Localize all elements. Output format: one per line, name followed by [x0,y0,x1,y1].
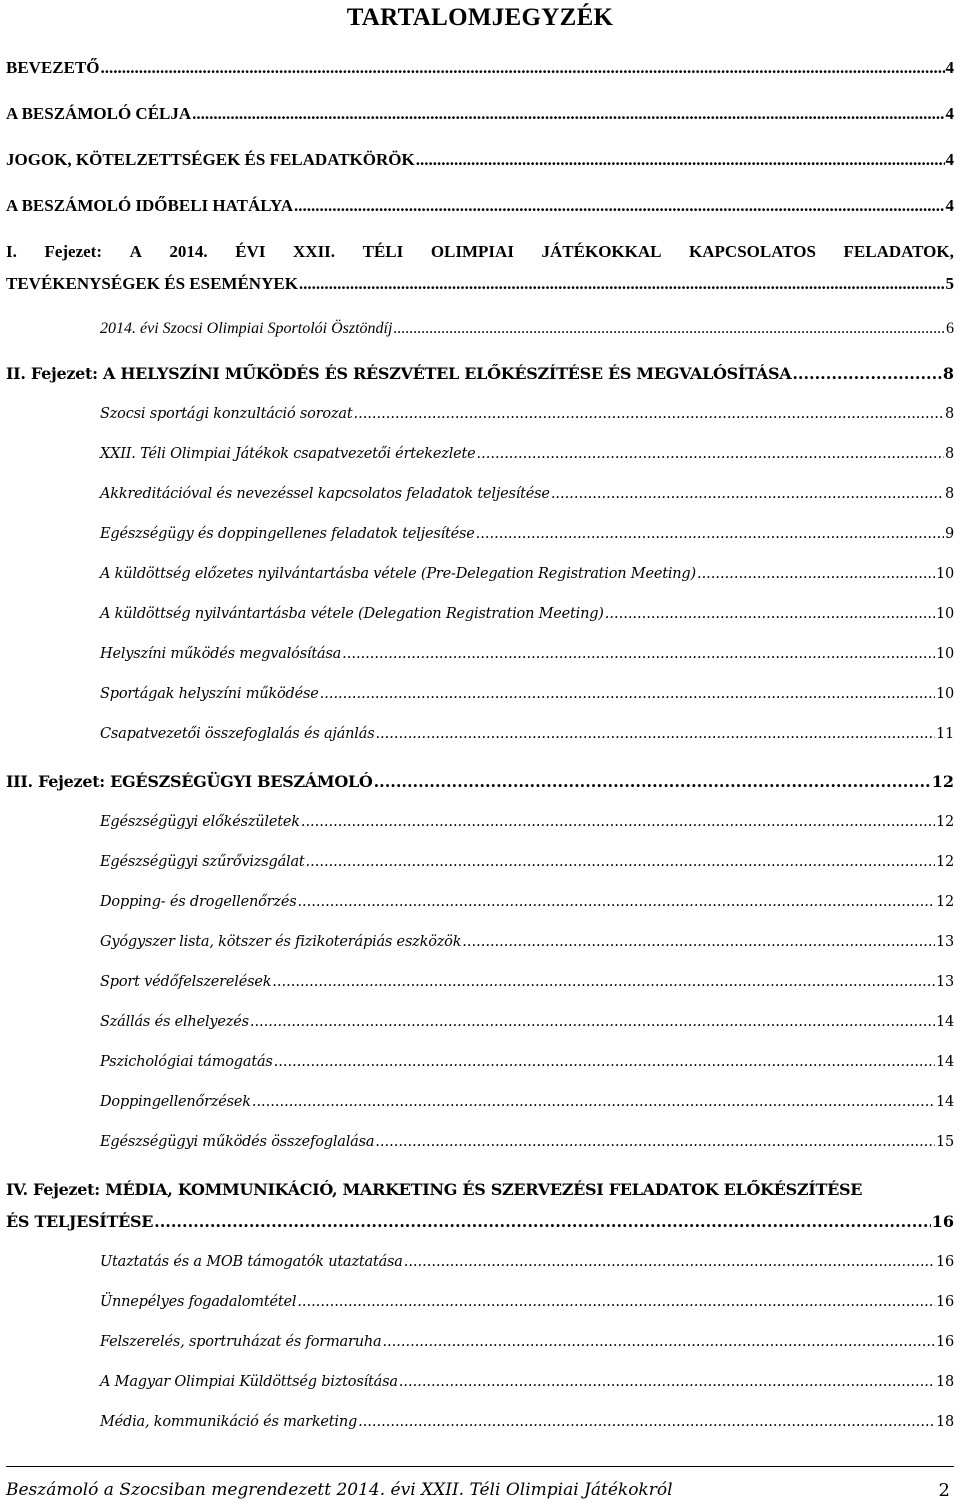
toc-entry-chapter-4-line1[interactable]: IV. Fejezet: MÉDIA, KOMMUNIKÁCIÓ, MARKETING ÉS SZERVEZÉSI FELADATOK ELŐKÉSZÍTÉSE [6,1180,863,1199]
toc-entry-title: Egészségügyi előkészületek [100,814,300,830]
toc-entry-page: 18 [935,1414,954,1430]
toc-entry[interactable] [6,196,954,216]
toc-entry[interactable] [100,566,954,582]
toc-entry-page: 8 [942,364,954,383]
dot-leader [393,320,945,338]
dot-leader [477,446,944,462]
dot-leader [301,814,935,830]
toc-entry[interactable] [6,1212,954,1231]
dot-leader [252,1094,935,1110]
toc-entry-title: A Magyar Olimpiai Küldöttség biztosítása [100,1374,398,1390]
toc-entry[interactable] [100,854,954,870]
toc-entry-title: Doppingellenőrzések [100,1094,251,1110]
toc-entry-title: Gyógyszer lista, kötszer és fizikoterápiás eszközök [100,934,462,950]
toc-entry-title: Dopping- és drogellenőrzés [100,894,297,910]
toc-entry-title: Szállás és elhelyezés [100,1014,249,1030]
toc-entry[interactable] [100,1254,954,1270]
dot-leader [404,1254,935,1270]
toc-entry[interactable] [100,1094,954,1110]
toc-entry-page: 8 [944,486,954,502]
toc-entry-page: 14 [935,1014,954,1030]
toc-entry[interactable] [100,894,954,910]
toc-entry-title: XXII. Téli Olimpiai Játékok csapatvezetői értekezlete [100,446,476,462]
toc-entry-title: JOGOK, KÖTELZETTSÉGEK ÉS FELADATKÖRÖK [6,150,415,169]
dot-leader [154,1212,931,1231]
dot-leader [320,686,935,702]
dot-leader [306,854,935,870]
toc-entry[interactable] [6,364,954,383]
dot-leader [250,1014,935,1030]
toc-entry-title: A BESZÁMOLÓ CÉLJA [6,104,192,123]
toc-entry-title: Ünnepélyes fogadalomtétel [100,1294,297,1310]
dot-leader [476,526,944,542]
page-title: TARTALOMJEGYZÉK [346,4,614,31]
toc-entry-page: 10 [935,566,954,582]
page-number: 2 [938,1480,950,1501]
toc-entry-title: III. Fejezet: EGÉSZSÉGÜGYI BESZÁMOLÓ [6,772,373,791]
dot-leader [274,1054,935,1070]
dot-leader [399,1374,935,1390]
dot-leader [374,772,931,791]
toc-entry-page: 13 [935,934,954,950]
toc-entry-title: Pszichológiai támogatás [100,1054,273,1070]
toc-entry[interactable] [100,1294,954,1310]
toc-entry-title: A BESZÁMOLÓ IDŐBELI HATÁLYA [6,196,294,215]
toc-entry[interactable] [100,406,954,422]
dot-leader [382,1334,935,1350]
dot-leader [297,1294,935,1310]
footer-divider [6,1466,954,1467]
toc-entry-page: 14 [935,1054,954,1070]
dot-leader [272,974,935,990]
toc-entry-page: 16 [935,1254,954,1270]
toc-entry-page: 12 [935,854,954,870]
toc-entry-page: 9 [944,526,954,542]
page-footer [6,1480,950,1501]
dot-leader [416,150,945,170]
toc-entry-page: 4 [945,150,954,169]
dot-leader [342,646,935,662]
toc-entry-title: Helyszíni működés megvalósítása [100,646,342,662]
toc-entry-title: Csapatvezetői összefoglalás és ajánlás [100,726,375,742]
toc-entry[interactable] [100,1414,954,1430]
toc-entry-title: TEVÉKENYSÉGEK ÉS ESEMÉNYEK [6,274,298,293]
toc-entry[interactable] [100,1334,954,1350]
dot-leader [375,1134,935,1150]
toc-entry-title: Sport védőfelszerelések [100,974,272,990]
toc-entry[interactable] [100,320,954,338]
toc-entry-page: 4 [945,196,954,215]
dot-leader [297,894,934,910]
toc-entry[interactable] [100,814,954,830]
dot-leader [551,486,944,502]
toc-entry[interactable] [100,646,954,662]
toc-entry-page: 11 [935,726,954,742]
toc-entry[interactable] [100,446,954,462]
toc-entry-page: 12 [931,772,954,791]
toc-entry-page: 16 [935,1334,954,1350]
toc-entry[interactable] [100,1014,954,1030]
toc-entry-title: Sportágak helyszíni működése [100,686,319,702]
toc-entry[interactable] [6,274,954,294]
footer-text: Beszámoló a Szocsiban megrendezett 2014. évi XXII. Téli Olimpiai Játékokról [6,1480,673,1500]
dot-leader [697,566,935,582]
toc-entry-title: Akkreditációval és nevezéssel kapcsolatos feladatok teljesítése [100,486,550,502]
toc-entry[interactable] [100,934,954,950]
toc-entry-page: 4 [945,104,954,123]
dot-leader [792,364,942,383]
toc-entry-page: 10 [935,606,954,622]
dot-leader [605,606,935,622]
toc-entry-title: Szocsi sportági konzultáció sorozat [100,406,353,422]
dot-leader [192,104,944,124]
dot-leader [462,934,935,950]
toc-entry[interactable] [100,686,954,702]
toc-entry-page: 13 [935,974,954,990]
toc-entry[interactable] [100,606,954,622]
toc-entry-title: 2014. évi Szocsi Olimpiai Sportolói Ösztöndíj [100,320,393,337]
toc-entry[interactable] [100,1374,954,1390]
toc-entry-page: 10 [935,686,954,702]
toc-entry-title: BEVEZETŐ [6,58,100,77]
toc-entry[interactable] [100,726,954,742]
toc-entry-page: 12 [935,814,954,830]
toc-entry[interactable] [6,772,954,791]
toc-entry-title: Média, kommunikáció és marketing [100,1414,358,1430]
toc-entry-page: 6 [946,320,954,337]
toc-entry[interactable] [100,486,954,502]
toc-entry-page: 16 [931,1212,954,1231]
toc-entry-title: Egészségügy és doppingellenes feladatok teljesítése [100,526,475,542]
toc-entry-title: Egészségügyi működés összefoglalása [100,1134,375,1150]
toc-entry[interactable] [100,1134,954,1150]
toc-entry-title: Felszerelés, sportruházat és formaruha [100,1334,382,1350]
toc-entry-title: ÉS TELJESÍTÉSE [6,1212,154,1231]
toc-entry-page: 5 [945,274,954,293]
toc-entry[interactable] [100,974,954,990]
dot-leader [353,406,943,422]
toc-entry-page: 8 [944,406,954,422]
toc-entry-page: 12 [935,894,954,910]
toc-entry-title: Utaztatás és a MOB támogatók utaztatása [100,1254,403,1270]
toc-entry-page: 18 [935,1374,954,1390]
dot-leader [375,726,935,742]
toc-entry[interactable] [6,104,954,124]
dot-leader [294,196,944,216]
toc-entry[interactable] [100,1054,954,1070]
toc-entry-title: A küldöttség nyilvántartásba vétele (Delegation Registration Meeting) [100,606,604,622]
toc-entry-page: 15 [935,1134,954,1150]
toc-entry[interactable] [6,58,954,78]
dot-leader [101,58,945,78]
toc-entry[interactable] [6,150,954,170]
toc-entry[interactable] [100,526,954,542]
toc-entry-title: A küldöttség előzetes nyilvántartásba vétele (Pre-Delegation Registration Meeting) [100,566,696,582]
toc-entry-title: II. Fejezet: A HELYSZÍNI MŰKÖDÉS ÉS RÉSZVÉTEL ELŐKÉSZÍTÉSE ÉS MEGVALÓSÍTÁSA [6,364,792,383]
toc-entry-page: 10 [935,646,954,662]
toc-entry-chapter-1-line1[interactable]: I. Fejezet: A 2014. ÉVI XXII. TÉLI OLIMPIAI JÁTÉKOKKAL KAPCSOLATOS FELADATOK, [6,242,954,261]
dot-leader [299,274,945,294]
toc-entry-page: 14 [935,1094,954,1110]
toc-entry-page: 8 [944,446,954,462]
dot-leader [358,1414,935,1430]
toc-entry-page: 4 [945,58,954,77]
toc-entry-title: Egészségügyi szűrővizsgálat [100,854,305,870]
toc-entry-page: 16 [935,1294,954,1310]
